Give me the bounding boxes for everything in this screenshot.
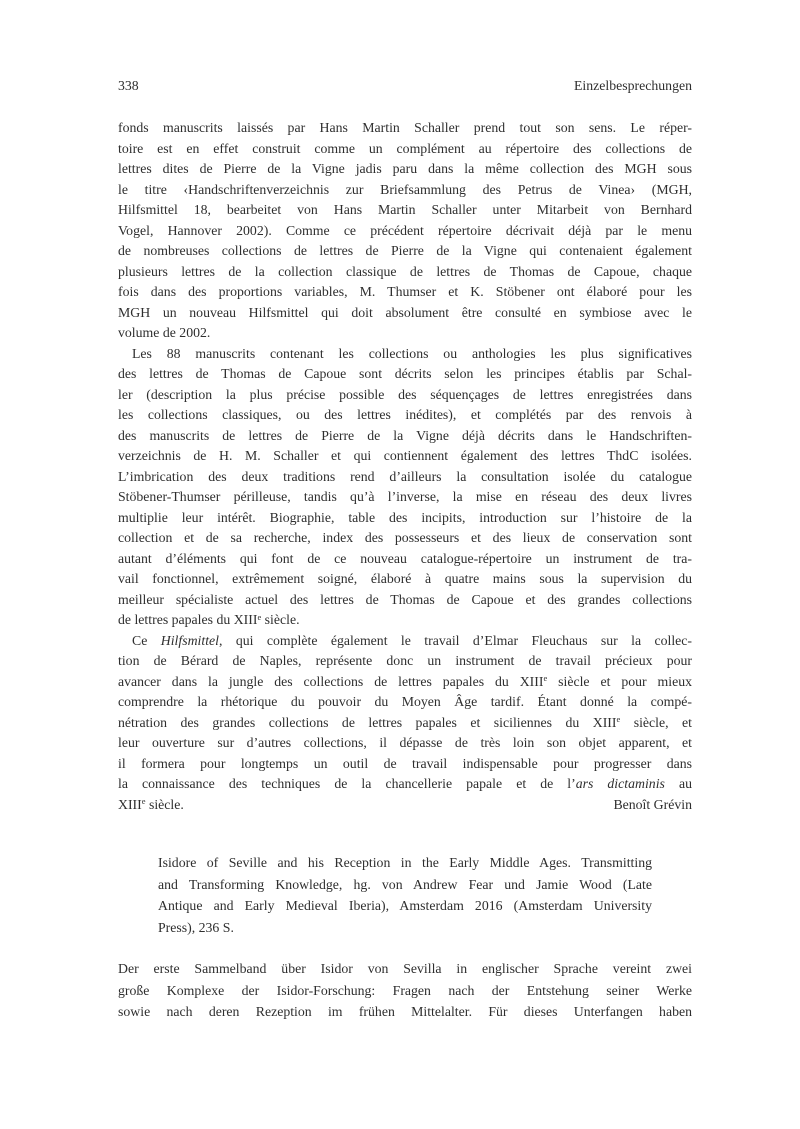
text-line	[118, 262, 692, 283]
text-line	[118, 1001, 692, 1023]
text-segment: les collections classiques, ou des lettres inédites), et complétés par des renvois à	[118, 407, 692, 422]
paragraph	[118, 344, 692, 631]
superscript-text: e	[616, 714, 621, 724]
text-line	[118, 651, 692, 672]
page-header	[118, 76, 692, 96]
text-segment: multiplie leur intérêt. Biographie, table des incipits, introduction sur l’histoire de la	[118, 509, 692, 525]
text-segment: la connaissance des techniques de la chancellerie papale et de l’	[118, 776, 576, 791]
text-line	[118, 118, 692, 139]
text-segment: leur ouverture sur d’autres collections, il dépasse de très loin son objet apparent, et	[118, 735, 692, 750]
text-segment: des manuscrits de lettres de Pierre de la Vigne déjà décrits dans le Handschriften-	[118, 427, 692, 443]
text-segment: des lettres de Thomas de Capoue sont décrits selon les principes établis par Schal-	[118, 366, 692, 381]
text-segment: , qui complète également le travail d’Elmar Fleuchaus sur la collec-	[219, 632, 692, 648]
text-segment: il formera pour longtemps un outil de travail indispensable pour progresser dans	[118, 755, 692, 771]
text-segment: volume de 2002.	[118, 325, 211, 340]
text-line	[118, 200, 692, 221]
text-segment: meilleur spécialiste actuel des lettres de Thomas de Capoue et des grandes collections	[118, 591, 692, 607]
italic-text: Hilfsmittel	[160, 632, 219, 648]
text-segment: siècle et pour mieux	[547, 673, 693, 689]
text-segment: plusieurs lettres de la collection classique de lettres de Thomas de Capoue, chaque	[118, 263, 692, 279]
text-segment: MGH un nouveau Hilfsmittel qui doit absolument être consulté en symbiose avec le	[118, 304, 692, 320]
review-body-french	[118, 118, 692, 815]
text-segment: autant d’éléments qui font de ce nouveau catalogue-répertoire un instrument de tra-	[118, 550, 692, 566]
text-segment: de lettres papales du XIII	[118, 612, 258, 627]
text-line	[118, 180, 692, 201]
text-segment: vail fonctionnel, extrêmement soigné, élaboré à quatre mains sous la supervision du	[118, 571, 692, 586]
text-line	[118, 733, 692, 754]
review-body-german	[118, 958, 692, 1023]
text-segment: große Komplexe der Isidor-Forschung: Fragen nach der Entstehung seiner Werke	[118, 982, 692, 998]
text-line	[158, 917, 652, 939]
text-segment: fois dans des proportions variables, M. Thumser et K. Stöbener ont élaboré pour les	[118, 284, 692, 299]
text-segment: Ce	[132, 632, 161, 648]
text-line	[118, 446, 692, 467]
text-line	[118, 487, 692, 508]
text-line	[158, 852, 652, 874]
book-citation-heading	[158, 852, 652, 938]
text-line	[118, 590, 692, 611]
text-line	[158, 874, 652, 896]
text-line	[118, 528, 692, 549]
superscript-text: e	[543, 673, 548, 683]
text-line	[118, 364, 692, 385]
text-segment: lettres dites de Pierre de la Vigne jadis paru dans la même collection des MGH sous	[118, 161, 692, 176]
text-line	[118, 631, 692, 652]
text-segment: Isidore of Seville and his Reception in the Early Middle Ages. Transmitting	[158, 855, 652, 870]
text-segment: Stöbener-Thumser périlleuse, tandis qu’à l’inverse, la mise en réseau des deux livres	[118, 489, 692, 504]
text-line	[118, 569, 692, 590]
text-segment: siècle.	[261, 612, 300, 627]
text-line	[118, 467, 692, 488]
text-segment: le titre ‹Handschriftenverzeichnis zur Briefsammlung des Petrus de Vinea› (MGH,	[118, 181, 692, 197]
text-segment: and Transforming Knowledge, hg. von Andrew Fear und Jamie Wood (Late	[158, 876, 652, 892]
text-segment: nétration des grandes collections de lettres papales et siciliennes du XIII	[118, 714, 617, 730]
text-line	[118, 549, 692, 570]
text-segment: verzeichnis de H. M. Schaller et qui contiennent également des lettres ThdC isolées.	[118, 448, 692, 463]
text-segment: Benoît Grévin	[613, 796, 692, 812]
paragraph	[118, 118, 692, 344]
page-number: 338	[118, 78, 139, 93]
running-title: Einzelbesprechungen	[574, 78, 692, 93]
text-line	[118, 672, 692, 693]
text-segment: siècle.	[145, 796, 184, 812]
text-line	[118, 139, 692, 160]
paragraph	[118, 631, 692, 816]
text-line	[118, 692, 692, 713]
text-segment: Hilfsmittel 18, bearbeitet von Hans Martin Schaller unter Mitarbeit von Bernhard	[118, 202, 692, 217]
text-line	[118, 159, 692, 180]
text-line	[118, 241, 692, 262]
text-line	[118, 344, 692, 365]
text-line	[118, 303, 692, 324]
text-block	[118, 76, 692, 1023]
text-segment: Vogel, Hannover 2002). Comme ce précédent répertoire décrivait déjà par le menu	[118, 222, 692, 238]
text-segment: ler (description la plus précise possible des séquençages de lettres enregistrées dans	[118, 386, 692, 402]
text-segment: toire est en effet construit comme un complément au répertoire des collections de	[118, 140, 692, 156]
text-segment: siècle, et	[620, 714, 692, 730]
text-segment: de nombreuses collections de lettres de Pierre de la Vigne qui contenaient également	[118, 243, 692, 258]
reviewer-signature	[613, 795, 692, 816]
text-segment: Press), 236 S.	[158, 919, 234, 935]
text-segment: au	[664, 776, 692, 791]
text-line	[118, 426, 692, 447]
text-line	[118, 980, 692, 1002]
text-segment: sowie nach deren Rezeption im frühen Mittelalter. Für dieses Unterfangen haben	[118, 1004, 692, 1019]
text-segment: fonds manuscrits laissés par Hans Martin Schaller prend tout son sens. Le réper-	[118, 120, 692, 135]
text-line	[118, 282, 692, 303]
text-line	[158, 895, 652, 917]
text-line	[118, 754, 692, 775]
text-line	[118, 508, 692, 529]
text-line	[118, 713, 692, 734]
text-line	[118, 405, 692, 426]
superscript-text: e	[141, 796, 146, 806]
text-segment: avancer dans la jungle des collections de lettres papales du XIII	[118, 673, 544, 689]
text-line	[118, 774, 692, 795]
text-line	[118, 385, 692, 406]
text-segment: tion de Bérard de Naples, représente donc un instrument de travail précieux pour	[118, 653, 692, 668]
text-segment: Der erste Sammelband über Isidor von Sevilla in englischer Sprache vereint zwei	[118, 961, 692, 976]
text-line	[118, 795, 692, 816]
text-line	[118, 958, 692, 980]
italic-text: ars dictaminis	[575, 776, 665, 791]
text-segment: L’imbrication des deux traditions rend d’ailleurs la consultation isolée du catalogue	[118, 468, 692, 484]
text-segment: XIII	[118, 796, 142, 812]
text-line	[118, 221, 692, 242]
text-segment: collection et de sa recherche, index des possesseurs et des lieux de conservation sont	[118, 530, 692, 545]
text-segment: Antique and Early Medieval Iberia), Amsterdam 2016 (Amsterdam University	[158, 898, 652, 913]
text-line	[118, 323, 692, 344]
text-segment: Les 88 manuscrits contenant les collections ou anthologies les plus significatives	[132, 345, 692, 361]
text-line	[118, 610, 692, 631]
text-segment: comprendre la rhétorique du pouvoir du Moyen Âge tardif. Étant donné la compé-	[118, 694, 692, 709]
superscript-text: e	[257, 611, 262, 622]
